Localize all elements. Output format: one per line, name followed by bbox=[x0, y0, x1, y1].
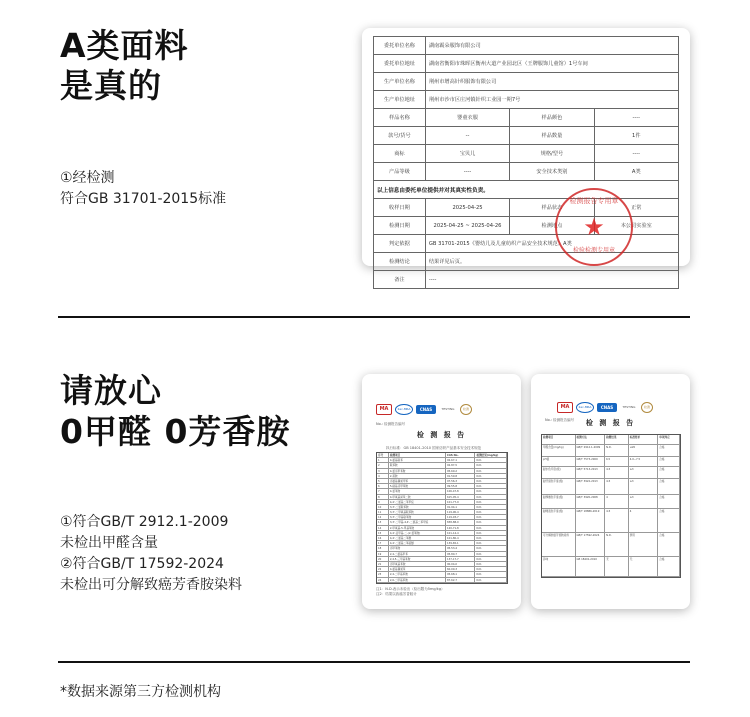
ilac-logo-icon: ilac-MRA bbox=[395, 404, 413, 415]
table-cell: 20 bbox=[377, 557, 389, 561]
table-cell: 4-甲氧基间苯二胺 bbox=[389, 495, 446, 499]
table-cell: 合格 bbox=[658, 533, 680, 556]
table-cell: 92-87-5 bbox=[446, 463, 476, 467]
report-label: 生产单位地址 bbox=[374, 91, 426, 109]
table-cell: 耐水色牢度(级) bbox=[542, 467, 576, 478]
report-label: 判定依据 bbox=[374, 235, 426, 253]
report-label: 委托单位地址 bbox=[374, 55, 426, 73]
table-cell: 2-萘胺 bbox=[389, 474, 446, 478]
table-cell: 99-55-8 bbox=[446, 484, 476, 488]
table-cell: N.D. bbox=[475, 489, 507, 493]
section1-note bbox=[60, 168, 226, 210]
report-row bbox=[374, 55, 679, 73]
table-cell: 检测方法 bbox=[576, 435, 606, 444]
report-row bbox=[374, 145, 679, 163]
red-seal-stamp bbox=[555, 188, 633, 266]
table-cell: 4,4'-亚甲基-二-(2-氯苯胺) bbox=[389, 531, 446, 535]
report-label: 安全技术类别 bbox=[510, 163, 594, 181]
table-cell: 101-14-4 bbox=[446, 531, 476, 535]
table-cell: 87-62-7 bbox=[446, 578, 476, 582]
table-cell: CAS No. bbox=[446, 453, 476, 457]
report-value: ---- bbox=[425, 271, 678, 289]
table-cell: 4-氯苯胺 bbox=[389, 489, 446, 493]
table-cell: 95-53-4 bbox=[446, 546, 476, 550]
table-cell: N.D. bbox=[605, 445, 629, 456]
cnas-logo-icon: CNAS bbox=[597, 403, 617, 412]
report-value: 正常 bbox=[594, 199, 678, 217]
table-row bbox=[542, 509, 680, 533]
table-cell: 耐摩擦色牢度(级) bbox=[542, 495, 576, 508]
table-cell: 异味 bbox=[542, 557, 576, 576]
report-standard: 执行标准：GB 18401-2010 国家纺织产品基本安全技术规范 bbox=[386, 446, 482, 450]
report-value: 1件 bbox=[594, 127, 678, 145]
report-row bbox=[374, 163, 679, 181]
table-cell: N.D. bbox=[475, 541, 507, 545]
report-label: 款号/货号 bbox=[374, 127, 426, 145]
table-cell: N.D. bbox=[475, 567, 507, 571]
report-value: 宝贝儿 bbox=[425, 145, 509, 163]
section2-note-line2: 未检出甲醛含量 bbox=[60, 535, 158, 551]
report-notice: 以上信息由委托单位提供并对其真实性负责。 bbox=[374, 181, 679, 199]
section1-headline-line1: A类面料 bbox=[60, 26, 189, 65]
section2-headline-line2: 0甲醛 0芳香胺 bbox=[60, 412, 291, 451]
table-cell: GB 18401-2010 bbox=[576, 557, 606, 576]
table-cell: 耐汗渍色牢度(级) bbox=[542, 479, 576, 494]
table-cell: 合格 bbox=[658, 557, 680, 576]
table-cell: 邻甲苯胺 bbox=[389, 546, 446, 550]
section2-note bbox=[60, 512, 242, 596]
report-card-gb17592 bbox=[362, 374, 521, 609]
table-cell: N.D. bbox=[475, 562, 507, 566]
report-label: 委托单位名称 bbox=[374, 37, 426, 55]
report-label: 产品等级 bbox=[374, 163, 426, 181]
table-cell: 95-80-7 bbox=[446, 552, 476, 556]
report-value: A类 bbox=[594, 163, 678, 181]
table-cell: N.D. bbox=[475, 552, 507, 556]
table-cell: 139-65-1 bbox=[446, 541, 476, 545]
report-row bbox=[374, 235, 679, 253]
table-cell: 21 bbox=[377, 562, 389, 566]
section1-note-line2: 符合GB 31701-2015标准 bbox=[60, 191, 227, 207]
table-cell: GB/T 3920-2008 bbox=[576, 495, 606, 508]
report-value: 湖南省衡阳市珠晖区衡州大道产业园北区（王牌服饰儿童馆）1号车间 bbox=[425, 55, 678, 73]
table-cell: N.D. bbox=[475, 479, 507, 483]
report-value: 婴童衣服 bbox=[425, 109, 509, 127]
table-cell: 无 bbox=[629, 557, 659, 576]
report-label: 检测结论 bbox=[374, 253, 426, 271]
table-cell: 检测结果 bbox=[605, 435, 629, 444]
cnas-logo-icon: CNAS bbox=[416, 405, 436, 414]
table-cell: 2 bbox=[377, 463, 389, 467]
table-cell: GB/T 5713-2013 bbox=[576, 467, 606, 478]
table-cell: 6.5 bbox=[605, 457, 629, 466]
table-cell: 2-甲氧基-5-甲基苯胺 bbox=[389, 526, 446, 530]
table-cell: 22 bbox=[377, 567, 389, 571]
table-cell: N.D. bbox=[475, 526, 507, 530]
stamp-text-top: 检测报告专用章 bbox=[569, 197, 619, 205]
report-row bbox=[374, 199, 679, 217]
table-cell: 合格 bbox=[658, 445, 680, 456]
report-label: 备注 bbox=[374, 271, 426, 289]
table-cell: ≥3 bbox=[629, 467, 659, 478]
table-cell: 4,4'-二氨基二苯甲烷 bbox=[389, 500, 446, 504]
table-cell: 检测项目 bbox=[389, 453, 446, 457]
table-cell: 序号 bbox=[377, 453, 389, 457]
table-cell: 合格 bbox=[658, 457, 680, 466]
table-cell: 合格 bbox=[658, 509, 680, 532]
table-cell: N.D. bbox=[475, 572, 507, 576]
table-cell: 10 bbox=[377, 505, 389, 509]
azo-dye-table bbox=[376, 452, 508, 584]
table-cell: GB/T 2912.1-2009 bbox=[576, 445, 606, 456]
table-cell: 95-68-1 bbox=[446, 572, 476, 576]
table-cell: 标准要求 bbox=[629, 435, 659, 444]
table-cell: 95-69-2 bbox=[446, 469, 476, 473]
table-cell: 7 bbox=[377, 489, 389, 493]
table-cell: 邻氨基偶氮甲苯 bbox=[389, 479, 446, 483]
table-cell: 3,3'-二甲基联苯胺 bbox=[389, 515, 446, 519]
table-cell: 4-氯邻甲苯胺 bbox=[389, 469, 446, 473]
divider-bottom bbox=[58, 661, 690, 663]
table-cell: GB/T 17592-2024 bbox=[576, 533, 606, 556]
table-cell: 12 bbox=[377, 515, 389, 519]
accreditation-logos bbox=[557, 402, 653, 413]
table-cell: 单项判定 bbox=[658, 435, 680, 444]
table-cell: 合格 bbox=[658, 467, 680, 478]
table-row bbox=[542, 435, 680, 445]
table-cell: N.D. bbox=[475, 500, 507, 504]
table-cell: 8 bbox=[377, 495, 389, 499]
report-row bbox=[374, 253, 679, 271]
section1-note-line1: ①经检测 bbox=[60, 170, 115, 186]
report-title: 检 测 报 告 bbox=[416, 431, 467, 439]
table-cell: 13 bbox=[377, 520, 389, 524]
table-cell: GB/T 7573-2009 bbox=[576, 457, 606, 466]
table-cell: 17 bbox=[377, 541, 389, 545]
report-title: 检 测 报 告 bbox=[585, 419, 636, 427]
lab-logo-icon: 检测 bbox=[641, 402, 653, 413]
table-cell: 4 bbox=[377, 474, 389, 478]
lab-logo-icon: 检测 bbox=[460, 404, 472, 415]
table-cell: N.D. bbox=[475, 510, 507, 514]
table-cell: 可分解致癌芳香胺染料 bbox=[542, 533, 576, 556]
table-cell: 2,4-二氨基甲苯 bbox=[389, 552, 446, 556]
table-cell: 合格 bbox=[658, 495, 680, 508]
table-cell: N.D. bbox=[475, 458, 507, 462]
cma-logo-icon: MA bbox=[557, 402, 573, 413]
report-value: ---- bbox=[594, 145, 678, 163]
table-cell: 1 bbox=[377, 458, 389, 462]
table-row bbox=[542, 457, 680, 467]
report-value: 2025-04-25 ~ 2025-04-26 bbox=[425, 217, 509, 235]
table-cell: 9 bbox=[377, 500, 389, 504]
table-cell: 4-5 bbox=[605, 509, 629, 532]
report-card-gb31701 bbox=[362, 28, 690, 283]
table-row bbox=[542, 533, 680, 557]
table-cell: N.D. bbox=[475, 484, 507, 488]
table-cell: 14 bbox=[377, 526, 389, 530]
table-cell: 检测项目 bbox=[542, 435, 576, 444]
table-cell: 4.0~7.5 bbox=[629, 457, 659, 466]
report-row bbox=[374, 73, 679, 91]
table-cell: 2,4-二甲基苯胺 bbox=[389, 572, 446, 576]
report-value: 荆州市增高针织服饰有限公司 bbox=[425, 73, 678, 91]
table-cell: N.D. bbox=[605, 533, 629, 556]
report-value: 湖南霸朵服饰有限公司 bbox=[425, 37, 678, 55]
table-cell: 120-71-8 bbox=[446, 526, 476, 530]
report-row bbox=[374, 271, 679, 289]
report-label: 样品状态 bbox=[510, 199, 594, 217]
report-value: 本公司实验室 bbox=[594, 217, 678, 235]
report-row bbox=[374, 181, 679, 199]
table-cell: 60-09-3 bbox=[446, 567, 476, 571]
report-label: 规格/型号 bbox=[510, 145, 594, 163]
report-footnote: 注1：N.D.表示未检出（检出限为5mg/kg） bbox=[376, 587, 445, 591]
table-row bbox=[542, 495, 680, 509]
table-row bbox=[542, 479, 680, 495]
table-cell: 无 bbox=[605, 557, 629, 576]
table-cell: 3,3'-二甲氧基联苯胺 bbox=[389, 510, 446, 514]
testing-logo-icon: TESTING bbox=[622, 405, 636, 409]
table-cell: ≤20 bbox=[629, 445, 659, 456]
table-cell: 16 bbox=[377, 536, 389, 540]
table-cell: 101-77-9 bbox=[446, 500, 476, 504]
table-row bbox=[542, 557, 680, 577]
table-cell: 4-5 bbox=[605, 467, 629, 478]
footer-source-note: *数据来源第三方检测机构 bbox=[60, 684, 221, 700]
table-cell: 合格 bbox=[658, 479, 680, 494]
report-value: 结果详见后页。 bbox=[425, 253, 678, 271]
table-cell: 2,4,5-三甲基苯胺 bbox=[389, 557, 446, 561]
table-cell: 101-80-4 bbox=[446, 536, 476, 540]
report-label: 生产单位名称 bbox=[374, 73, 426, 91]
testing-logo-icon: TESTING bbox=[441, 407, 455, 411]
table-cell: 91-59-8 bbox=[446, 474, 476, 478]
section1-headline-line2: 是真的 bbox=[60, 66, 162, 105]
table-cell: N.D. bbox=[475, 515, 507, 519]
table-cell: 5 bbox=[377, 479, 389, 483]
report-label: 商标 bbox=[374, 145, 426, 163]
table-row bbox=[542, 445, 680, 457]
table-cell: 4-氨基联苯 bbox=[389, 458, 446, 462]
table-cell: 119-90-4 bbox=[446, 510, 476, 514]
report-label: 样品数量 bbox=[510, 127, 594, 145]
table-cell: 4 bbox=[605, 495, 629, 508]
report-number: No.: 检测报告编号 bbox=[376, 422, 406, 426]
table-cell: 邻甲氧基苯胺 bbox=[389, 562, 446, 566]
report-label: 样品颜色 bbox=[510, 109, 594, 127]
report-value: -- bbox=[425, 127, 509, 145]
table-cell: N.D. bbox=[475, 578, 507, 582]
section1-headline bbox=[60, 26, 189, 106]
table-cell: N.D. bbox=[475, 505, 507, 509]
report-card-formaldehyde bbox=[531, 374, 690, 609]
table-cell: N.D. bbox=[475, 557, 507, 561]
table-cell: N.D. bbox=[475, 531, 507, 535]
star-icon: ★ bbox=[583, 213, 605, 241]
table-cell: ≥3 bbox=[629, 495, 659, 508]
section2-note-line3: ②符合GB/T 17592-2024 bbox=[60, 556, 224, 572]
table-cell: 3,3'-二甲基-4,4'-二氨基二苯甲烷 bbox=[389, 520, 446, 524]
ilac-logo-icon: ilac-MRA bbox=[576, 402, 594, 413]
table-cell: 137-17-7 bbox=[446, 557, 476, 561]
table-cell: 禁用 bbox=[629, 533, 659, 556]
table-cell: ≥3 bbox=[629, 479, 659, 494]
table-cell: 4,4'-二氨基二苯硫醚 bbox=[389, 541, 446, 545]
report-number: No.: 检测报告编号 bbox=[545, 418, 575, 422]
table-cell: 联苯胺 bbox=[389, 463, 446, 467]
table-cell: 106-47-8 bbox=[446, 489, 476, 493]
accreditation-logos bbox=[376, 404, 472, 415]
table-cell: 耐唾液色牢度(级) bbox=[542, 509, 576, 532]
table-cell: 甲醛含量(mg/kg) bbox=[542, 445, 576, 456]
table-cell: 15 bbox=[377, 531, 389, 535]
table-cell: 19 bbox=[377, 552, 389, 556]
table-cell: 3 bbox=[377, 469, 389, 473]
stamp-text-bottom: 检验检测专用章 bbox=[572, 247, 615, 254]
section2-note-line4: 未检出可分解致癌芳香胺染料 bbox=[60, 577, 242, 593]
table-cell: N.D. bbox=[475, 520, 507, 524]
table-row bbox=[542, 467, 680, 479]
table-cell: 18 bbox=[377, 546, 389, 550]
table-cell: 91-94-1 bbox=[446, 505, 476, 509]
table-cell: N.D. bbox=[475, 463, 507, 467]
table-cell: 6 bbox=[377, 484, 389, 488]
report-value: 荆州市沙市区庄河镇针织工业园一期7号 bbox=[425, 91, 678, 109]
table-cell: GB/T 3922-2013 bbox=[576, 479, 606, 494]
table-cell: 11 bbox=[377, 510, 389, 514]
table-cell: 119-93-7 bbox=[446, 515, 476, 519]
report-value: ---- bbox=[594, 109, 678, 127]
quality-test-table bbox=[541, 434, 681, 578]
report-table-gb31701 bbox=[373, 36, 679, 289]
table-cell: N.D. bbox=[475, 495, 507, 499]
table-cell: 4 bbox=[629, 509, 659, 532]
table-cell: N.D. bbox=[475, 474, 507, 478]
report-label: 样品名称 bbox=[374, 109, 426, 127]
report-value: ---- bbox=[425, 163, 509, 181]
report-row bbox=[374, 127, 679, 145]
table-cell: 2,6-二甲基苯胺 bbox=[389, 578, 446, 582]
table-cell: 检测结果(mg/kg) bbox=[475, 453, 507, 457]
table-cell: GB/T 18886-2019 bbox=[576, 509, 606, 532]
report-label: 检测地点 bbox=[510, 217, 594, 235]
report-value: GB 31701-2015《婴幼儿及儿童纺织产品安全技术规范》A类 bbox=[425, 235, 678, 253]
table-cell: 90-04-0 bbox=[446, 562, 476, 566]
report-row bbox=[374, 91, 679, 109]
table-cell: 615-05-4 bbox=[446, 495, 476, 499]
report-label: 收样日期 bbox=[374, 199, 426, 217]
table-cell: 23 bbox=[377, 572, 389, 576]
table-cell: pH值 bbox=[542, 457, 576, 466]
table-cell: 97-56-3 bbox=[446, 479, 476, 483]
table-row bbox=[377, 578, 507, 583]
section2-headline bbox=[60, 370, 290, 452]
table-cell: N.D. bbox=[475, 469, 507, 473]
table-cell: 5-硝基邻甲苯胺 bbox=[389, 484, 446, 488]
table-cell: 4-氨基偶氮苯 bbox=[389, 567, 446, 571]
divider-top bbox=[58, 316, 690, 318]
cma-logo-icon: MA bbox=[376, 404, 392, 415]
report-value: 2025-04-25 bbox=[425, 199, 509, 217]
table-cell: 838-88-0 bbox=[446, 520, 476, 524]
report-label: 检测日期 bbox=[374, 217, 426, 235]
report-row bbox=[374, 109, 679, 127]
report-row bbox=[374, 37, 679, 55]
section2-headline-line1: 请放心 bbox=[60, 371, 162, 410]
section2-note-line1: ①符合GB/T 2912.1-2009 bbox=[60, 514, 229, 530]
report-footnote: 注2：结果以致癌芳香胺计 bbox=[376, 592, 417, 596]
table-cell: N.D. bbox=[475, 536, 507, 540]
table-cell: 4,4'-二氨基二苯醚 bbox=[389, 536, 446, 540]
table-cell: 4-5 bbox=[605, 479, 629, 494]
table-cell: 24 bbox=[377, 578, 389, 582]
table-cell: 92-67-1 bbox=[446, 458, 476, 462]
table-cell: N.D. bbox=[475, 546, 507, 550]
table-cell: 3,3'-二氯联苯胺 bbox=[389, 505, 446, 509]
